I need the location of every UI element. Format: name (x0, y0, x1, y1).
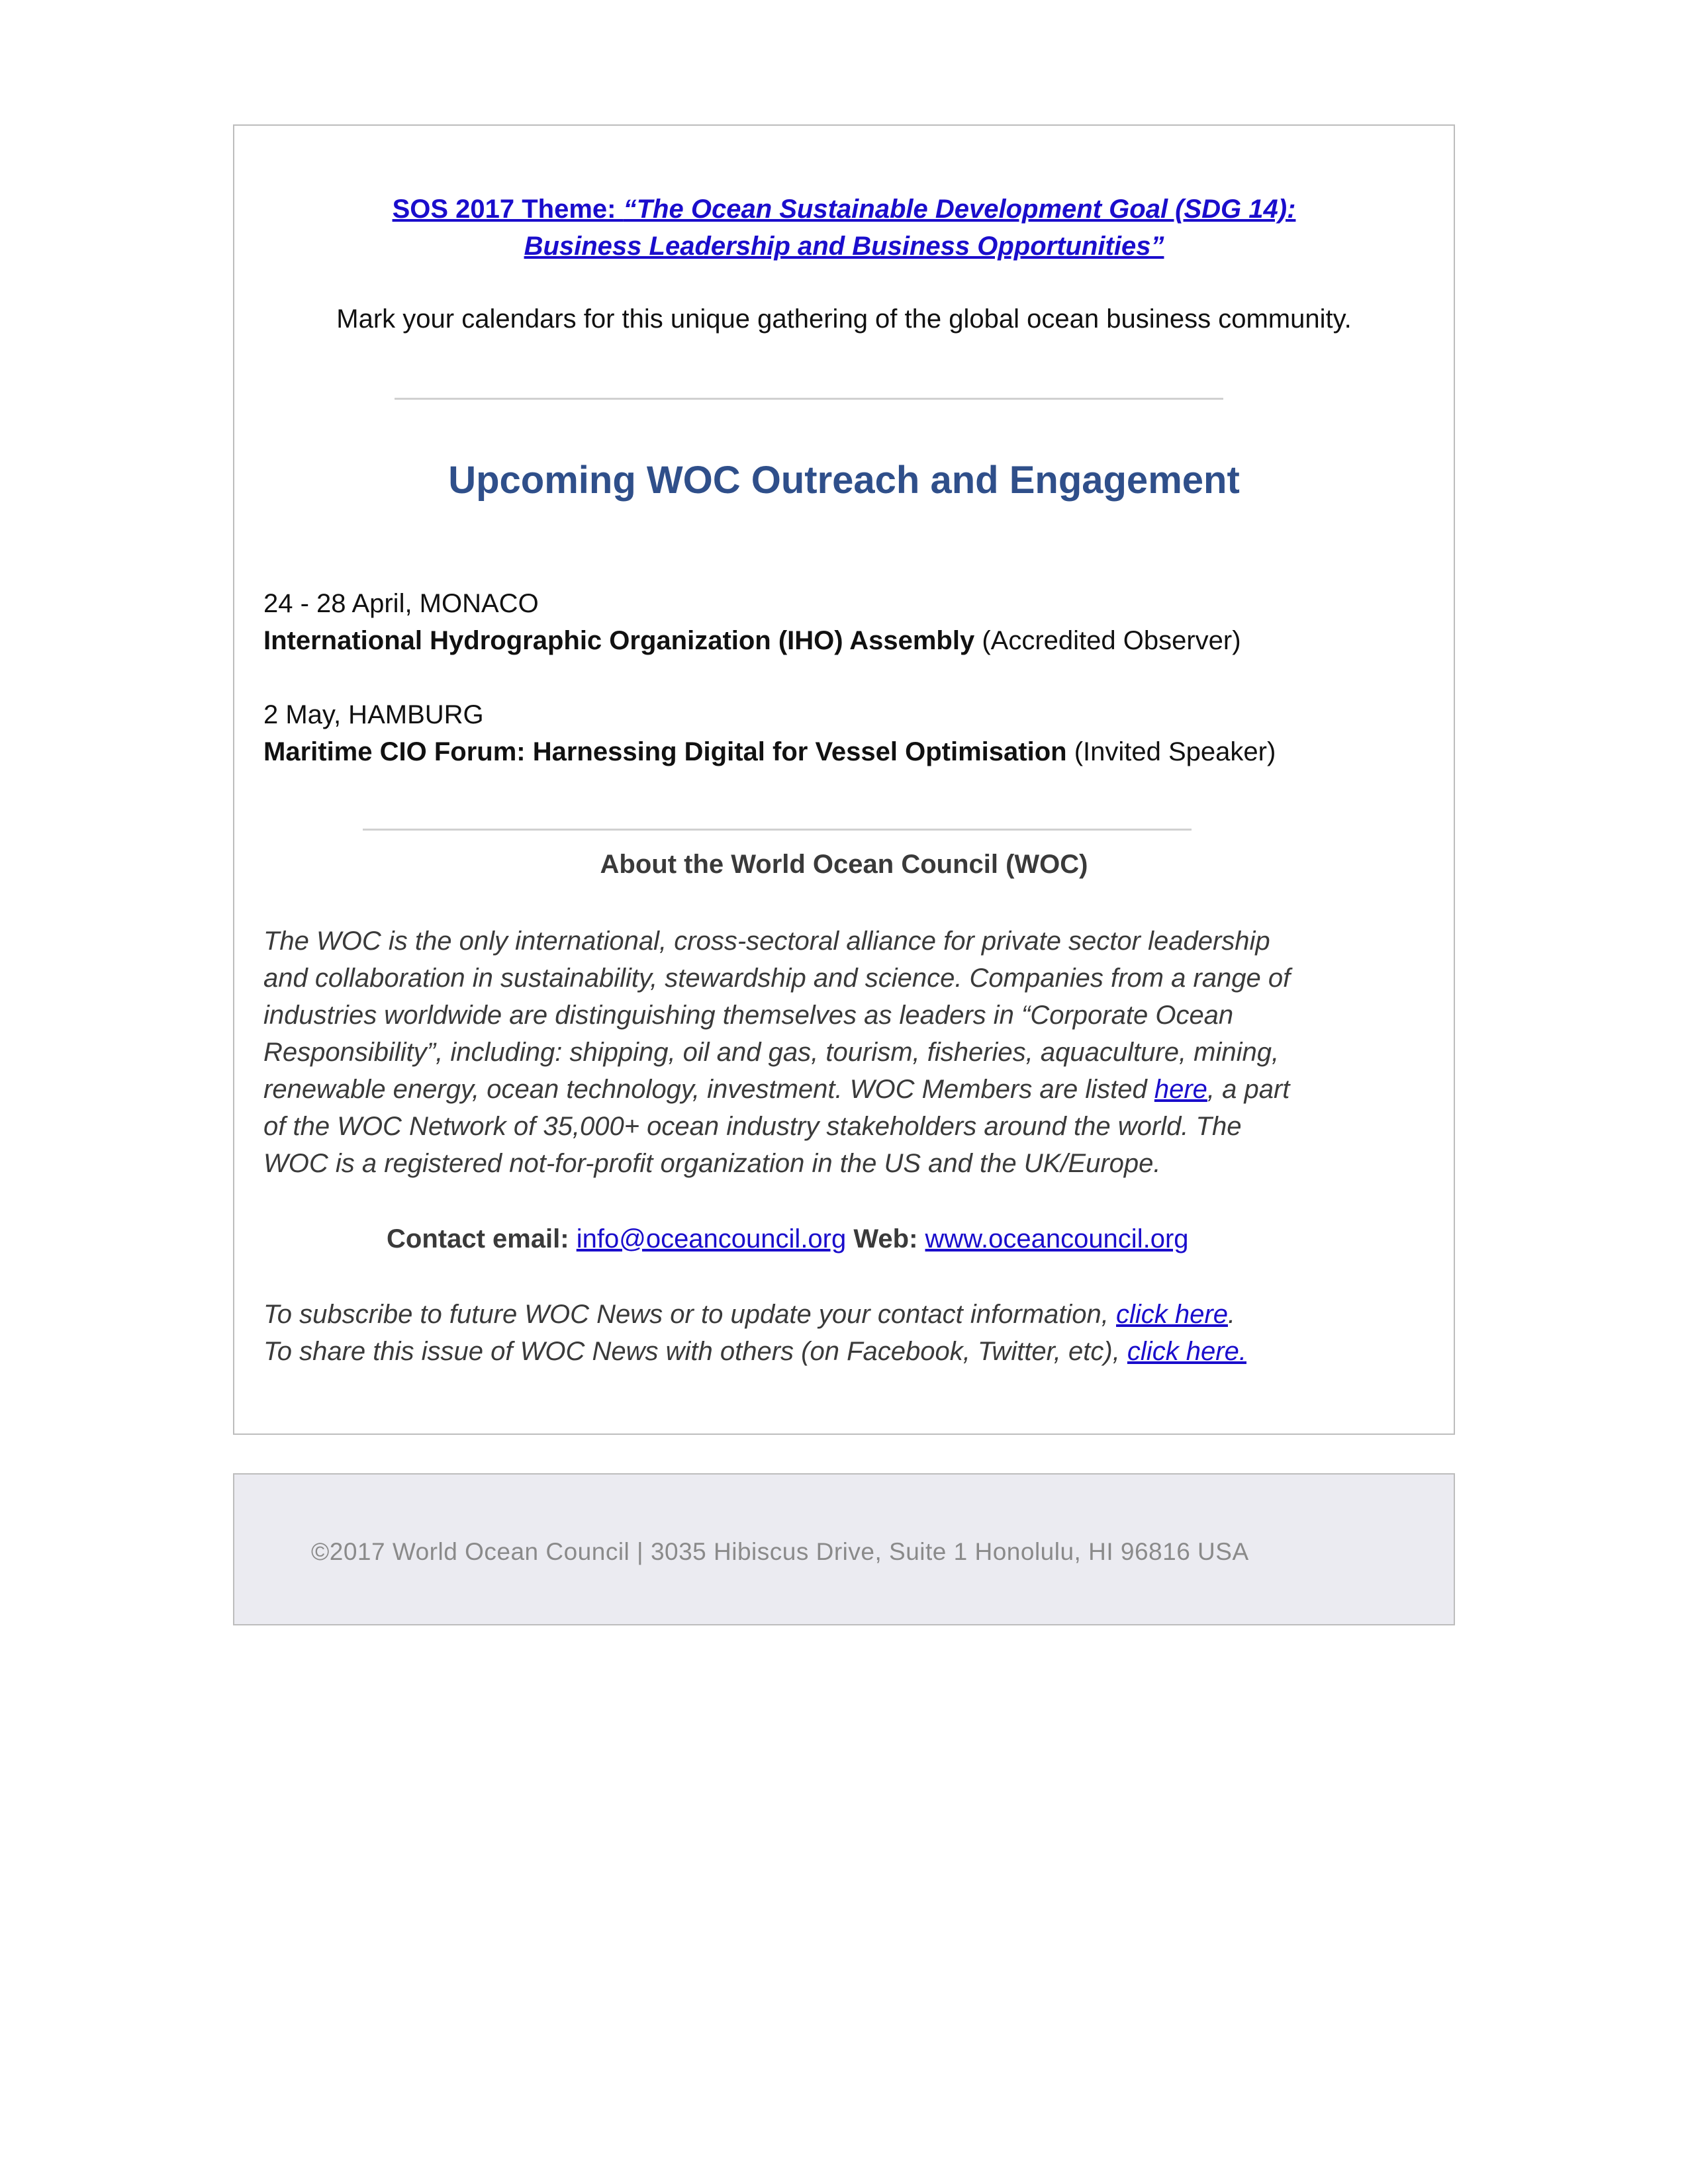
subscribe-text: To subscribe to future WOC News or to update your contact information, (263, 1300, 1117, 1329)
about-line: Responsibility”, including: shipping, oil and gas, tourism, fisheries, aquaculture, mining, (263, 1038, 1280, 1067)
divider-middle (363, 829, 1192, 831)
about-line (263, 1071, 1442, 1108)
event-role: (Accredited Observer) (974, 626, 1241, 655)
contact-email-link[interactable]: info@oceancouncil.org (576, 1224, 847, 1253)
contact-web-link[interactable]: www.oceancouncil.org (925, 1224, 1189, 1253)
share-text: To share this issue of WOC News with others (on Facebook, Twitter, etc), (263, 1337, 1127, 1366)
event-date-place: 24 - 28 April, MONACO (263, 589, 539, 618)
subscribe-block (263, 1296, 1442, 1370)
calendar-note: Mark your calendars for this unique gathering of the global ocean business community. (336, 304, 1352, 334)
about-line: WOC is a registered not-for-profit organization in the US and the UK/Europe. (263, 1149, 1161, 1178)
subscribe-period: . (1227, 1300, 1236, 1329)
members-link[interactable]: here (1154, 1075, 1207, 1104)
contact-line (387, 1224, 1380, 1254)
theme-block (233, 191, 1455, 265)
about-paragraph (263, 923, 1442, 1182)
footer (233, 1473, 1455, 1625)
about-line-text: renewable energy, ocean technology, investment. WOC Members are listed (263, 1075, 1154, 1104)
event-role: (Invited Speaker) (1066, 737, 1276, 766)
about-line: The WOC is the only international, cross-sectoral alliance for private sector leadership (263, 927, 1270, 956)
footer-address: ©2017 World Ocean Council | 3035 Hibiscus Drive, Suite 1 Honolulu, HI 96816 USA (311, 1538, 1249, 1565)
event-date-place: 2 May, HAMBURG (263, 700, 484, 729)
theme-title-line2: Business Leadership and Business Opportunities” (524, 232, 1164, 261)
theme-link[interactable] (393, 195, 1296, 224)
share-link[interactable]: click here. (1127, 1337, 1246, 1366)
theme-title-line1: “The Ocean Sustainable Development Goal (SDG 14): (623, 195, 1296, 224)
about-line: and collaboration in sustainability, stewardship and science. Companies from a range of (263, 964, 1291, 993)
subscribe-link[interactable]: click here (1116, 1300, 1228, 1329)
event-name: Maritime CIO Forum: Harnessing Digital for Vessel Optimisation (263, 737, 1067, 766)
event-name: International Hydrographic Organization (IHO) Assembly (263, 626, 975, 655)
contact-web-label: Web: (846, 1224, 925, 1253)
divider-top (395, 398, 1223, 400)
contact-email-label: Contact email: (387, 1224, 577, 1253)
theme-link-line2[interactable] (524, 232, 1164, 261)
about-line: industries worldwide are distinguishing themselves as leaders in “Corporate Ocean (263, 1001, 1234, 1030)
event-item-1 (263, 585, 1429, 659)
about-heading: About the World Ocean Council (WOC) (600, 850, 1088, 879)
outreach-heading: Upcoming WOC Outreach and Engagement (448, 459, 1240, 502)
event-item-2 (263, 696, 1429, 770)
theme-label: SOS 2017 Theme: (392, 195, 624, 224)
about-line: of the WOC Network of 35,000+ ocean industry stakeholders around the world. The (263, 1112, 1242, 1141)
about-line-text: , a part (1207, 1075, 1290, 1104)
